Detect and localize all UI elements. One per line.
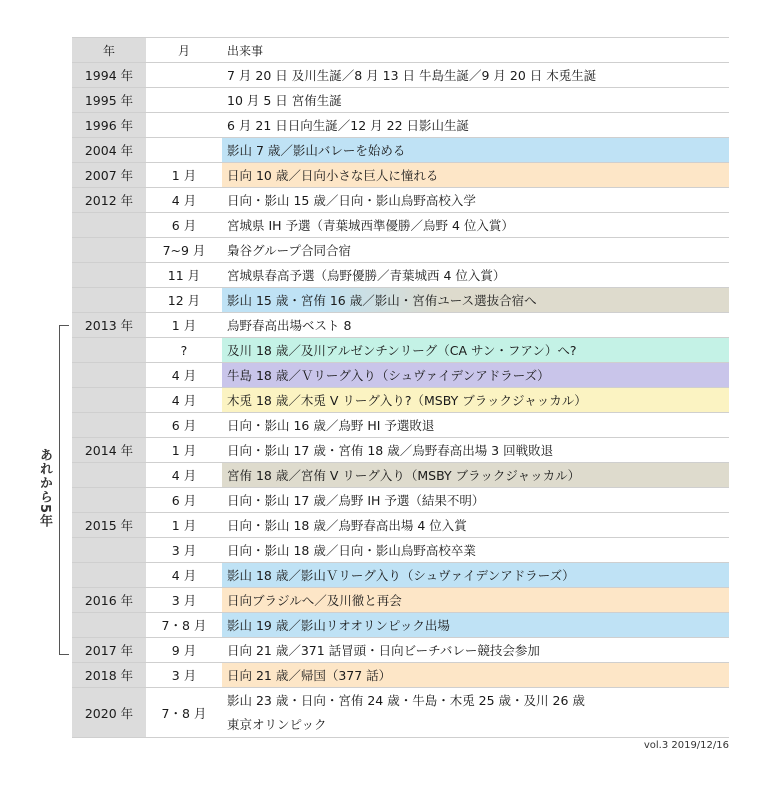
event-cell: 6 月 21 日日向生誕／12 月 22 日影山生誕 — [222, 113, 729, 138]
table-row — [72, 438, 729, 463]
month-cell — [146, 88, 222, 113]
table-row — [72, 363, 729, 388]
event-cell: 日向 10 歳／日向小さな巨人に憧れる — [222, 163, 729, 188]
table-row — [72, 413, 729, 438]
event-cell: 影山 19 歳／影山リオオリンピック出場 — [222, 613, 729, 638]
table-row — [72, 588, 729, 613]
year-cell — [72, 488, 146, 513]
event-cell: 影山 15 歳・宮侑 16 歳／影山・宮侑ユース選抜合宿へ — [222, 288, 729, 313]
header-row — [72, 38, 729, 63]
event-cell: 牛島 18 歳／Ｖリーグ入り（シュヴァイデンアドラーズ） — [222, 363, 729, 388]
year-cell — [72, 263, 146, 288]
year-cell — [72, 538, 146, 563]
table-row — [72, 338, 729, 363]
month-cell: 6 月 — [146, 213, 222, 238]
year-cell — [72, 338, 146, 363]
year-cell: 2018 年 — [72, 663, 146, 688]
five-years-label: あれから5年 — [37, 448, 52, 529]
year-cell — [72, 288, 146, 313]
footer-version-date: vol.3 2019/12/16 — [643, 740, 729, 751]
month-cell: 3 月 — [146, 538, 222, 563]
event-cell: 及川 18 歳／及川アルゼンチンリーグ（CA サン・フアン）へ? — [222, 338, 729, 363]
table-row — [72, 138, 729, 163]
event-cell: 7 月 20 日 及川生誕／8 月 13 日 牛島生誕／9 月 20 日 木兎生誕 — [222, 63, 729, 88]
event-line-2: 東京オリンピック — [227, 716, 327, 732]
month-cell: 7・8 月 — [146, 688, 222, 738]
event-cell: 宮城県春高予選（烏野優勝／青葉城西 4 位入賞） — [222, 263, 729, 288]
event-cell: 日向・影山 15 歳／日向・影山烏野高校入学 — [222, 188, 729, 213]
header-month: 月 — [146, 38, 222, 63]
month-cell: 6 月 — [146, 413, 222, 438]
month-cell: 11 月 — [146, 263, 222, 288]
table-row — [72, 388, 729, 413]
year-cell — [72, 613, 146, 638]
month-cell: ? — [146, 338, 222, 363]
year-cell: 1995 年 — [72, 88, 146, 113]
event-cell: 日向ブラジルへ／及川徹と再会 — [222, 588, 729, 613]
month-cell: 4 月 — [146, 188, 222, 213]
event-cell — [222, 688, 729, 738]
year-cell: 2020 年 — [72, 688, 146, 738]
month-cell: 9 月 — [146, 638, 222, 663]
header-year: 年 — [72, 38, 146, 63]
month-cell: 6 月 — [146, 488, 222, 513]
table-row — [72, 213, 729, 238]
year-cell: 2012 年 — [72, 188, 146, 213]
table-row — [72, 613, 729, 638]
table-row — [72, 163, 729, 188]
year-cell: 2014 年 — [72, 438, 146, 463]
year-cell: 1996 年 — [72, 113, 146, 138]
table-row — [72, 488, 729, 513]
event-cell: 影山 18 歳／影山Ｖリーグ入り（シュヴァイデンアドラーズ） — [222, 563, 729, 588]
month-cell: 3 月 — [146, 663, 222, 688]
year-cell: 1994 年 — [72, 63, 146, 88]
month-cell: 4 月 — [146, 363, 222, 388]
year-cell: 2016 年 — [72, 588, 146, 613]
year-cell — [72, 388, 146, 413]
event-cell: 宮侑 18 歳／宮侑 V リーグ入り（MSBY ブラックジャッカル） — [222, 463, 729, 488]
year-cell: 2007 年 — [72, 163, 146, 188]
table-row — [72, 288, 729, 313]
event-line-1: 影山 23 歳・日向・宮侑 24 歳・牛島・木兎 25 歳・及川 26 歳 — [227, 692, 585, 708]
year-cell: 2004 年 — [72, 138, 146, 163]
five-years-bracket — [59, 325, 69, 655]
table-row — [72, 513, 729, 538]
table-row — [72, 563, 729, 588]
month-cell: 3 月 — [146, 588, 222, 613]
table-row — [72, 463, 729, 488]
month-cell — [146, 113, 222, 138]
event-cell: 日向・影山 17 歳・宮侑 18 歳／烏野春高出場 3 回戦敗退 — [222, 438, 729, 463]
month-cell: 4 月 — [146, 563, 222, 588]
event-cell: 烏野春高出場ベスト 8 — [222, 313, 729, 338]
event-cell: 日向・影山 16 歳／烏野 HI 予選敗退 — [222, 413, 729, 438]
event-cell: 日向・影山 18 歳／烏野春高出場 4 位入賞 — [222, 513, 729, 538]
table-row — [72, 113, 729, 138]
table-row — [72, 238, 729, 263]
table-row — [72, 663, 729, 688]
month-cell: 4 月 — [146, 388, 222, 413]
year-cell — [72, 413, 146, 438]
event-cell: 日向・影山 17 歳／烏野 IH 予選（結果不明） — [222, 488, 729, 513]
table-row — [72, 63, 729, 88]
month-cell: 7~9 月 — [146, 238, 222, 263]
year-cell — [72, 238, 146, 263]
table-row — [72, 538, 729, 563]
event-cell: 10 月 5 日 宮侑生誕 — [222, 88, 729, 113]
table-row — [72, 313, 729, 338]
table-row — [72, 263, 729, 288]
event-cell: 影山 7 歳／影山バレーを始める — [222, 138, 729, 163]
month-cell: 1 月 — [146, 513, 222, 538]
table-row — [72, 638, 729, 663]
event-cell: 日向・影山 18 歳／日向・影山烏野高校卒業 — [222, 538, 729, 563]
table-row — [72, 188, 729, 213]
year-cell — [72, 213, 146, 238]
year-cell — [72, 463, 146, 488]
month-cell: 1 月 — [146, 438, 222, 463]
year-cell: 2013 年 — [72, 313, 146, 338]
month-cell: 1 月 — [146, 163, 222, 188]
month-cell — [146, 138, 222, 163]
event-cell: 日向 21 歳／371 話冒頭・日向ビーチバレー競技会参加 — [222, 638, 729, 663]
table-row — [72, 688, 729, 738]
year-cell: 2017 年 — [72, 638, 146, 663]
month-cell: 4 月 — [146, 463, 222, 488]
year-cell: 2015 年 — [72, 513, 146, 538]
month-cell: 7・8 月 — [146, 613, 222, 638]
year-cell — [72, 363, 146, 388]
month-cell: 1 月 — [146, 313, 222, 338]
event-cell: 梟谷グループ合同合宿 — [222, 238, 729, 263]
month-cell — [146, 63, 222, 88]
table-row — [72, 88, 729, 113]
timeline-table — [72, 37, 729, 738]
event-cell: 日向 21 歳／帰国（377 話） — [222, 663, 729, 688]
event-cell: 宮城県 IH 予選（青葉城西準優勝／烏野 4 位入賞） — [222, 213, 729, 238]
header-event: 出来事 — [222, 38, 729, 63]
event-cell: 木兎 18 歳／木兎 V リーグ入り?（MSBY ブラックジャッカル） — [222, 388, 729, 413]
year-cell — [72, 563, 146, 588]
month-cell: 12 月 — [146, 288, 222, 313]
